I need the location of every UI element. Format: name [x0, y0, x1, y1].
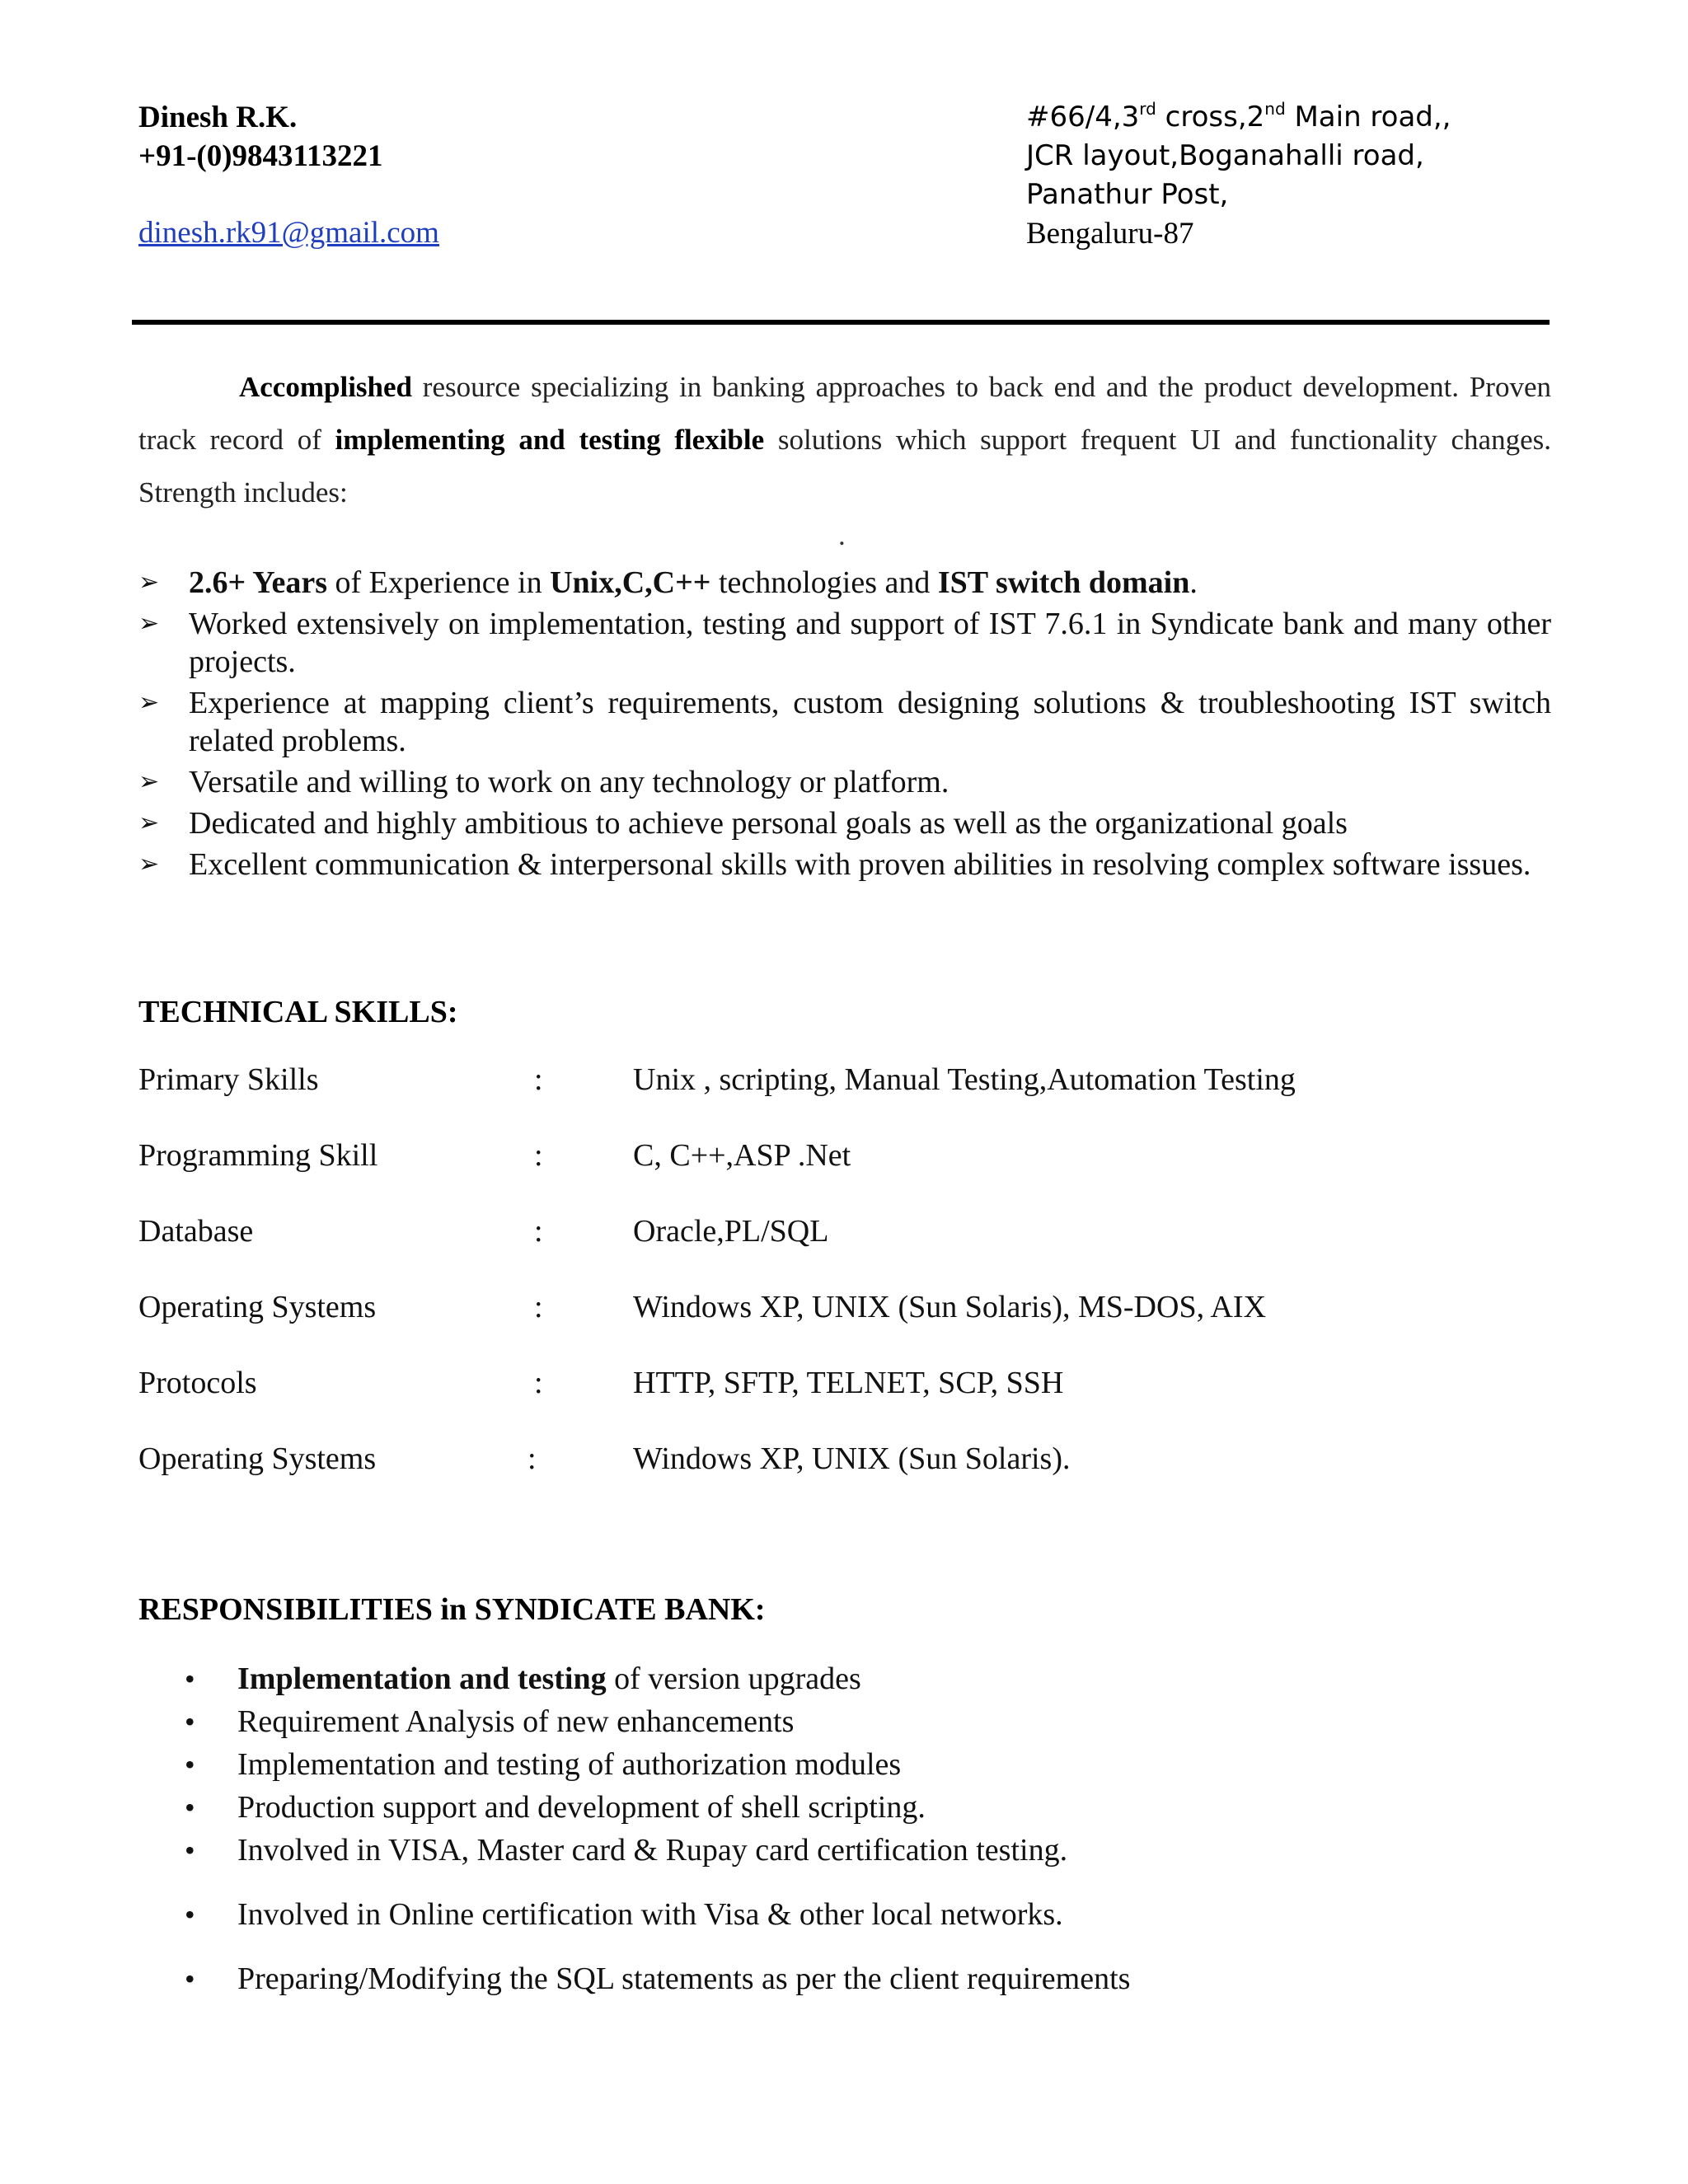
skill-label: Database: [138, 1214, 254, 1249]
header-divider: [132, 320, 1550, 325]
phone-number: +91-(0)9843113221: [138, 139, 383, 173]
arrow-bullet-icon: ➢: [138, 609, 160, 638]
skill-colon: :: [528, 1441, 537, 1476]
highlights-list: [138, 564, 1551, 887]
bullet-icon: •: [185, 1834, 195, 1867]
email-link[interactable]: dinesh.rk91@gmail.com: [138, 216, 439, 250]
skill-colon: :: [534, 1062, 543, 1097]
list-item: ➢ Dedicated and highly ambitious to achieve personal goals as well as the organizational goals: [138, 806, 1348, 841]
bullet-icon: •: [185, 1898, 195, 1931]
skill-colon: :: [534, 1214, 543, 1249]
address-line-3: Panathur Post,: [1026, 178, 1229, 211]
list-item: ➢ Excellent communication & interpersonal skills with proven abilities in resolving complex software issues.: [138, 847, 1531, 882]
arrow-bullet-icon: ➢: [138, 568, 160, 597]
summary-text-1: resource specializing in banking approaches to back end and the product development. Proven track record of: [138, 371, 1551, 456]
skill-label: Operating Systems: [138, 1290, 377, 1324]
skill-colon: :: [534, 1290, 543, 1324]
bullet-icon: •: [185, 1791, 195, 1824]
arrow-bullet-icon: ➢: [138, 688, 160, 717]
skill-row: [138, 1135, 1540, 1176]
skill-label: Programming Skill: [138, 1138, 378, 1173]
skill-value: C, C++,ASP .Net: [633, 1138, 851, 1173]
skill-row: [138, 1059, 1540, 1100]
technical-skills-heading: TECHNICAL SKILLS:: [138, 995, 458, 1029]
skill-label: Operating Systems: [138, 1441, 377, 1476]
bullet-icon: •: [185, 1962, 195, 1995]
list-item: ➢ Experience at mapping client’s requirements, custom designing solutions & troubleshooting IST switch related problems.: [138, 686, 1551, 758]
stray-dot: .: [838, 519, 846, 551]
skill-row: [138, 1286, 1540, 1328]
arrow-bullet-icon: ➢: [138, 808, 160, 837]
skill-colon: :: [534, 1138, 543, 1173]
arrow-bullet-icon: ➢: [138, 850, 160, 879]
address-line-2: JCR layout,Boganahalli road,: [1026, 139, 1424, 172]
skill-row: [138, 1362, 1540, 1404]
bullet-icon: •: [185, 1705, 195, 1738]
address-line-1: #66/4,3rd cross,2nd Main road,,: [1026, 99, 1451, 134]
skill-label: Primary Skills: [138, 1062, 319, 1097]
summary-paragraph: [138, 361, 1551, 519]
address-line-4: Bengaluru-87: [1026, 217, 1194, 251]
skill-value: Oracle,PL/SQL: [633, 1214, 829, 1249]
bullet-icon: •: [185, 1748, 195, 1781]
skill-value: Windows XP, UNIX (Sun Solaris).: [633, 1441, 1071, 1476]
summary-text-2: solutions which support frequent UI and functionality changes. Strength includes:: [138, 424, 1552, 509]
responsibilities-heading: RESPONSIBILITIES in SYNDICATE BANK:: [138, 1592, 766, 1627]
skill-value: HTTP, SFTP, TELNET, SCP, SSH: [633, 1366, 1064, 1400]
skill-value: Unix , scripting, Manual Testing,Automation Testing: [633, 1062, 1296, 1097]
skill-colon: :: [534, 1366, 543, 1400]
summary-bold-2: implementing and testing flexible: [335, 424, 765, 456]
list-item: ➢ Versatile and willing to work on any technology or platform.: [138, 765, 950, 799]
skill-row: [138, 1211, 1540, 1252]
arrow-bullet-icon: ➢: [138, 767, 160, 796]
summary-bold-1: Accomplished: [239, 371, 412, 403]
candidate-name: Dinesh R.K.: [138, 101, 298, 134]
list-item: ➢ 2.6+ Years of Experience in Unix,C,C++ technologies and IST switch domain.: [138, 565, 1198, 600]
skill-row: [138, 1438, 1540, 1479]
skill-value: Windows XP, UNIX (Sun Solaris), MS-DOS, AIX: [633, 1290, 1267, 1324]
skill-label: Protocols: [138, 1366, 257, 1400]
bullet-icon: •: [185, 1662, 195, 1695]
list-item: ➢ Worked extensively on implementation, testing and support of IST 7.6.1 in Syndicate bank and many other projects.: [138, 607, 1551, 679]
